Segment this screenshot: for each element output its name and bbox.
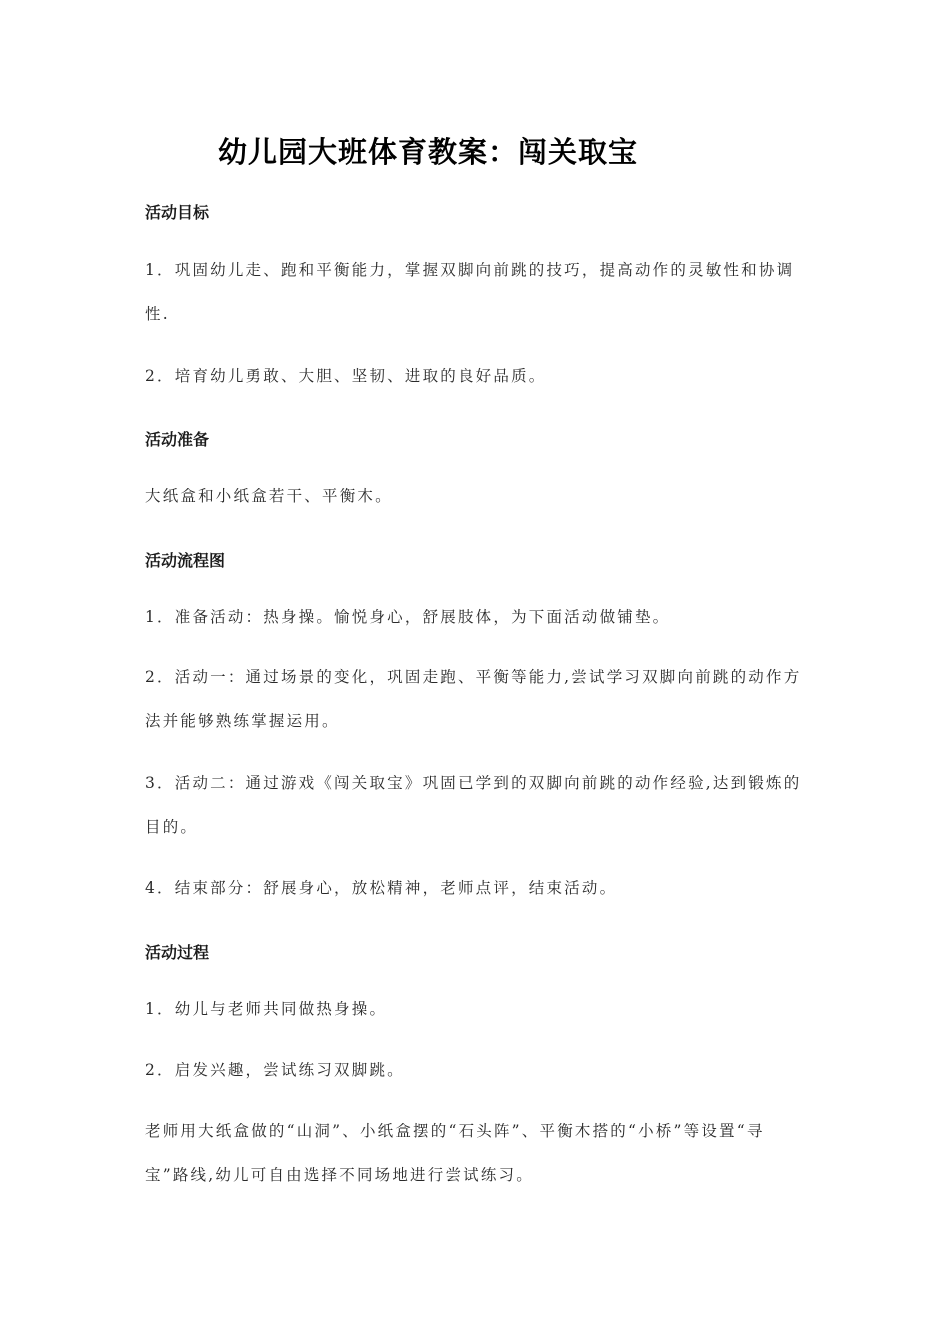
flowchart-paragraph-4: 4．结束部分：舒展身心，放松精神，老师点评，结束活动。 [145, 879, 618, 897]
goals-paragraph-1: 1．巩固幼儿走、跑和平衡能力，掌握双脚向前跳的技巧，提高动作的灵敏性和协调性. [145, 261, 795, 323]
process-paragraph-2: 2．启发兴趣，尝试练习双脚跳。 [145, 1061, 405, 1079]
section-heading-process: 活动过程 [145, 943, 210, 962]
flowchart-paragraph-2: 2．活动一：通过场景的变化，巩固走跑、平衡等能力,尝试学习双脚向前跳的动作方法并能够熟练掌握运用。 [145, 668, 802, 730]
goals-paragraph-2: 2．培育幼儿勇敢、大胆、坚韧、进取的良好品质。 [145, 367, 547, 385]
process-paragraph-1: 1．幼儿与老师共同做热身操。 [145, 1000, 388, 1018]
document-title: 幼儿园大班体育教案：闯关取宝 [218, 135, 639, 169]
flowchart-paragraph-1: 1．准备活动：热身操。愉悦身心，舒展肢体，为下面活动做铺垫。 [145, 608, 671, 626]
process-paragraph-3: 老师用大纸盒做的“山洞”、小纸盒摆的“石头阵”、平衡木搭的“小桥”等设置“寻宝”路线,幼儿可自由选择不同场地进行尝试练习。 [145, 1122, 765, 1184]
preparation-paragraph-1: 大纸盒和小纸盒若干、平衡木。 [145, 487, 393, 505]
flowchart-paragraph-3: 3．活动二：通过游戏《闯关取宝》巩固已学到的双脚向前跳的动作经验,达到锻炼的目的。 [145, 774, 802, 836]
section-heading-flowchart: 活动流程图 [145, 551, 226, 570]
section-heading-preparation: 活动准备 [145, 430, 210, 449]
section-heading-goals: 活动目标 [145, 203, 210, 222]
